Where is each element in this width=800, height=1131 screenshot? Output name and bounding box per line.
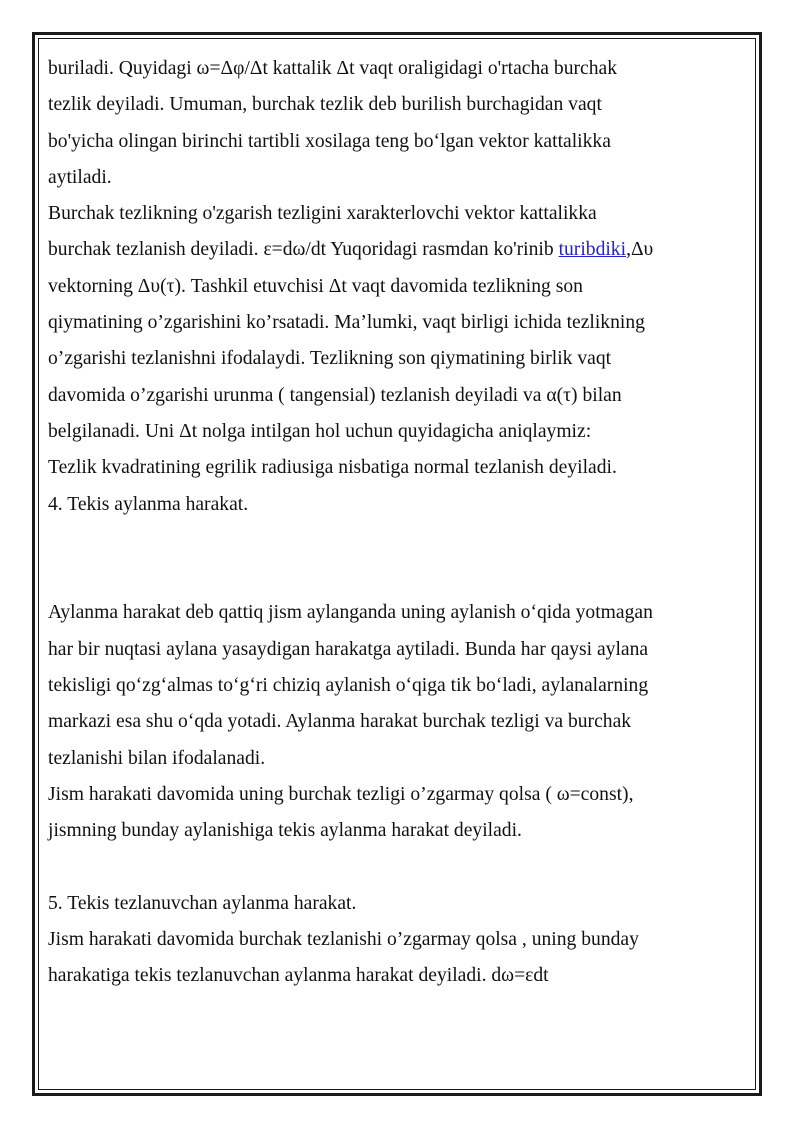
text-line: bo'yicha olingan birinchi tartibli xosilaga teng bo‘lgan vektor kattalikka — [48, 130, 611, 152]
blank-line — [48, 850, 748, 886]
text-line: Aylanma harakat deb qattiq jism aylanganda uning aylanish o‘qida yotmagan — [48, 602, 653, 624]
text-line: jismning bunday aylanishiga tekis aylanma harakat deyiladi. — [48, 820, 522, 842]
section-heading-4: 4. Tekis aylanma harakat. — [48, 493, 249, 515]
text-line: Jism harakati davomida burchak tezlanishi o’zgarmay qolsa , uning bunday — [48, 929, 639, 951]
text-line: markazi esa shu o‘qda yotadi. Aylanma harakat burchak tezligi va burchak — [48, 711, 632, 733]
text-line: tezlik deyiladi. Umuman, burchak tezlik deb burilish burchagidan vaqt — [48, 94, 602, 116]
text-line: vektorning Δυ(τ). Tashkil etuvchisi Δt vaqt davomida tezlikning son — [48, 275, 583, 297]
text-line: tezlanishi bilan ifodalanadi. — [48, 747, 266, 769]
text-line: aytiladi. — [48, 166, 112, 188]
text-line: Burchak tezlikning o'zgarish tezligini xarakterlovchi vektor kattalikka — [48, 203, 597, 225]
text-line: harakatiga tekis tezlanuvchan aylanma harakat deyiladi. dω=εdt — [48, 965, 549, 987]
text-line: davomida o’zgarishi urunma ( tangensial) tezlanish deyiladi va α(τ) bilan — [48, 384, 622, 406]
section-heading-5: 5. Tekis tezlanuvchan aylanma harakat. — [48, 892, 357, 914]
blank-line — [48, 523, 748, 559]
text-line: qiymatining o’zgarishini ko’rsatadi. Ma’lumki, vaqt birligi ichida tezlikning — [48, 312, 645, 334]
text-line: Jism harakati davomida uning burchak tezligi o’zgarmay qolsa ( ω=const), — [48, 783, 634, 805]
turibdiki-link[interactable]: turibdiki — [558, 239, 627, 261]
text-line: Tezlik kvadratining egrilik radiusiga nisbatiga normal tezlanish deyiladi. — [48, 457, 617, 479]
document-body — [48, 51, 748, 995]
text-line-with-link — [48, 232, 748, 268]
text-line: o’zgarishi tezlanishni ifodalaydi. Tezlikning son qiymatining birlik vaqt — [48, 348, 612, 370]
text-line: belgilanadi. Uni Δt nolga intilgan hol uchun quyidagicha aniqlaymiz: — [48, 420, 592, 442]
blank-line — [48, 559, 748, 595]
text-segment: burchak tezlanish deyiladi. ε=dω/dt Yuqoridagi rasmdan ko'rinib — [48, 239, 559, 261]
text-line: buriladi. Quyidagi ω=Δφ/Δt kattalik Δt vaqt oraligidagi o'rtacha burchak — [48, 58, 618, 79]
text-segment: ,Δυ — [626, 239, 654, 261]
text-line: har bir nuqtasi aylana yasaydigan harakatga aytiladi. Bunda har qaysi aylana — [48, 638, 649, 660]
text-line: tekisligi qo‘zg‘almas to‘g‘ri chiziq aylanish o‘qiga tik bo‘ladi, aylanalarning — [48, 675, 649, 697]
